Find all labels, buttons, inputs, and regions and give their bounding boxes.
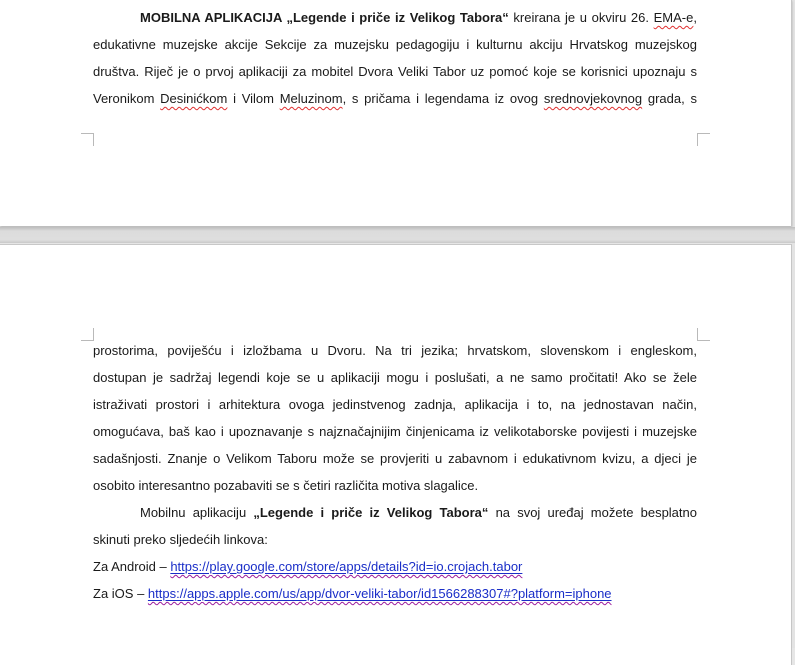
margin-corner-mark-bottom-right <box>697 133 710 146</box>
text-line: Veronikom Desinićkom i Vilom Meluzinom, s pričama i legendama iz ovog srednovjekovnog grada, s <box>93 91 697 106</box>
spellcheck-word[interactable]: Desinićkom <box>160 91 228 106</box>
text-line: omogućava, baš kao i upoznavanje s najznačajnijim činjenicama iz velikotaborske povijesti i muzejske <box>93 424 697 439</box>
text-line: sadašnjosti. Znanje o Velikom Taboru može se provjeriti u zabavnom i edukativnom kvizu, a djeci je <box>93 451 697 466</box>
spellcheck-word[interactable]: Meluzinom <box>279 91 343 106</box>
app-title-bold: „Legende i priče iz Velikog Tabora“ <box>253 505 489 520</box>
text-line: MOBILNA APLIKACIJA „Legende i priče iz Velikog Tabora“ kreirana je u okviru 26. EMA-e, <box>140 10 697 25</box>
document-page-1[interactable] <box>0 0 792 226</box>
text-line: dostupan je sadržaj legendi koje se u aplikaciji mogu i poslušati, a ne samo pročitati! Ako se žele <box>93 370 697 385</box>
text-line: prostorima, poviješću i izložbama u Dvoru. Na tri jezika; hrvatskom, slovenskom i engleskom, <box>93 343 697 358</box>
margin-corner-mark-bottom-left <box>81 133 94 146</box>
app-title-bold: MOBILNA APLIKACIJA „Legende i priče iz Velikog Tabora“ <box>140 10 509 25</box>
text-line: skinuti preko sljedećih linkova: <box>93 532 268 547</box>
android-link-line <box>93 553 697 580</box>
ios-store-link[interactable]: https://apps.apple.com/us/app/dvor-veliki-tabor/id1566288307#?platform=iphone <box>147 586 612 601</box>
android-store-link[interactable]: https://play.google.com/store/apps/details?id=io.crojach.tabor <box>170 559 523 574</box>
text-line: Mobilnu aplikaciju „Legende i priče iz Velikog Tabora“ na svoj uređaj možete besplatno <box>140 505 697 520</box>
text-line: istraživati prostori i arhitektura ovoga jedinstvenog zadnja, aplikacija i to, na jednostavan način, <box>93 397 697 412</box>
paragraph-intro-continued[interactable] <box>93 337 697 607</box>
document-page-2[interactable] <box>0 244 792 665</box>
text-line: osobito interesantno pozabaviti se s četiri različita motiva slagalice. <box>93 478 479 493</box>
ios-label: Za iOS – <box>93 586 148 601</box>
text-line: društva. Riječ je o prvoj aplikaciji za mobitel Dvora Veliki Tabor uz pomoć koje se korisnici upoznaju s <box>93 64 697 79</box>
margin-corner-mark-top-right <box>697 328 710 341</box>
text-line: edukativne muzejske akcije Sekcije za muzejsku pedagogiju i kulturnu akciju Hrvatskog muzejskog <box>93 37 697 52</box>
android-label: Za Android – <box>93 559 171 574</box>
spellcheck-word[interactable]: EMA-e <box>653 10 694 25</box>
page-break-gap <box>0 227 795 243</box>
ios-link-line <box>93 580 697 607</box>
spellcheck-word[interactable]: srednovjekovnog <box>543 91 643 106</box>
paragraph-intro[interactable] <box>93 4 697 112</box>
